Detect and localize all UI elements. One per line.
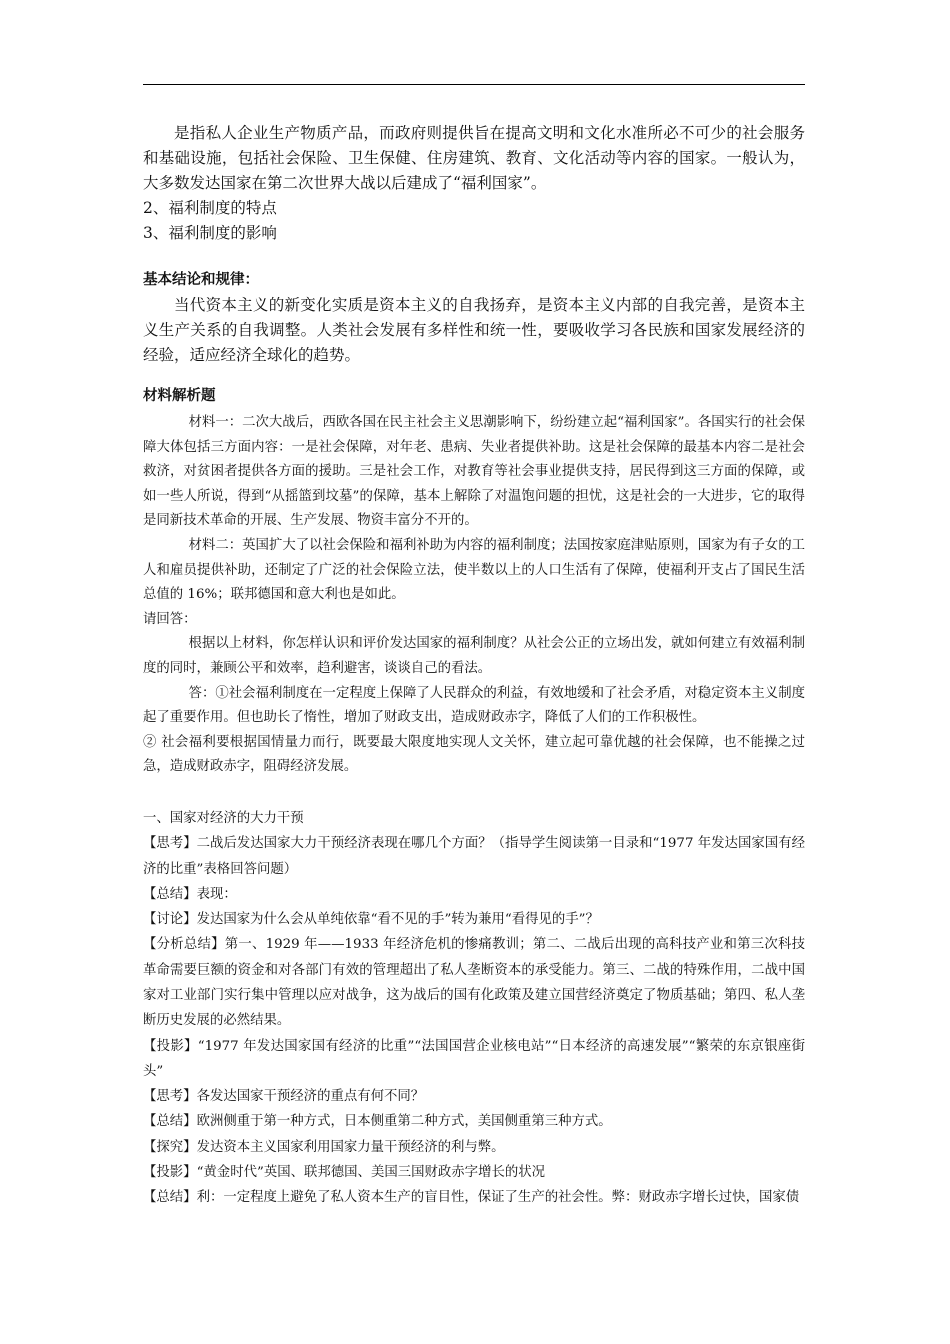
intro-section (143, 121, 805, 246)
material-one: 材料一：二次大战后，西欧各国在民主社会主义思潮影响下，纷纷建立起“福利国家”。各国实行的社会保障大体包括三方面内容：一是社会保障，对年老、患病、失业者提供补助。这是社会保障的最基本内容二是社会救济，对贫困者提供各方面的援助。三是社会工作，对教育等社会事业提供支持，居民得到这三方面的保障，或如一些人所说，得到“从摇篮到坟墓”的保障，基本上解除了对温饱问题的担忧，这是社会的一大进步，它的取得是同新技术革命的开展、生产发展、物资丰富分不开的。 (143, 415, 805, 529)
answer-part-one: 答：①社会福利制度在一定程度上保障了人民群众的利益，有效地缓和了社会矛盾，对稳定资本主义制度起了重要作用。但也助长了惰性，增加了财政支出，造成财政赤字，降低了人们的工作积极性。 (143, 685, 805, 726)
materials-heading: 材料解析题 (143, 388, 216, 404)
materials-section (143, 384, 805, 780)
lesson-item-tag: 【讨论】 (143, 912, 197, 928)
lesson-item-text: 欧洲侧重于第一种方式，日本侧重第二种方式，美国侧重第三种方式。 (196, 1114, 612, 1130)
lesson-item-text: 各发达国家干预经济的重点有何不同？ (196, 1089, 425, 1105)
lesson-item-tag: 【分析总结】 (143, 937, 225, 953)
lesson-item-text: 第一、1929 年——1933 年经济危机的惨痛教训；第二、二战后出现的高科技产业和第三次科技革命需要巨额的资金和对各部门有效的管理超出了私人垄断资本的承受能力。第三、二战的特殊作用，二战中国家对工业部门实行集中管理以应对战争，这为战后的国有化政策及建立国营经济奠定了物质基础；第四、私人垄断历史发展的必然结果。 (143, 937, 806, 1029)
conclusions-heading: 基本结论和规律： (143, 272, 259, 288)
question-prompt: 请回答： (143, 611, 197, 627)
list-item-impact: 3、福利制度的影响 (143, 224, 277, 242)
lesson-item-text: “1977 年发达国家国有经济的比重”“法国国营企业核电站”“日本经济的高速发展”“繁荣的东京银座街头” (143, 1038, 805, 1079)
conclusions-paragraph: 当代资本主义的新变化实质是资本主义的自我扬弃，是资本主义内部的自我完善，是资本主义生产关系的自我调整。人类社会发展有多样性和统一性，要吸收学习各民族和国家发展经济的经验，适应经济全球化的趋势。 (143, 296, 805, 364)
lesson-item (143, 907, 805, 932)
list-item-features: 2、福利制度的特点 (143, 199, 277, 217)
material-two: 材料二：英国扩大了以社会保险和福利补助为内容的福利制度；法国按家庭津贴原则，国家为有子女的工人和雇员提供补助，还制定了广泛的社会保险立法，使半数以上的人口生活有了保障，使福利开支占了国民生活总值的 16%；联邦德国和意大利也是如此。 (143, 537, 805, 603)
lesson-item-tag: 【总结】 (143, 1190, 197, 1206)
lesson-item-tag: 【思考】 (143, 836, 197, 852)
intro-paragraph: 是指私人企业生产物质产品，而政府则提供旨在提高文明和文化水准所必不可少的社会服务和基础设施，包括社会保险、卫生保健、住房建筑、教育、文化活动等内容的国家。一般认为，大多数发达国家在第二次世界大战以后建成了“福利国家”。 (143, 124, 805, 192)
lesson-item (143, 932, 805, 1033)
lesson-item-text: 表现： (196, 886, 237, 902)
lesson-item (143, 1185, 805, 1210)
header-rule (143, 84, 805, 85)
lesson-item (143, 1109, 805, 1134)
lesson-item-text: “黄金时代”英国、联邦德国、美国三国财政赤字增长的状况 (196, 1165, 546, 1181)
question-text: 根据以上材料，你怎样认识和评价发达国家的福利制度？从社会公正的立场出发，就如何建立有效福利制度的同时，兼顾公平和效率，趋利避害，谈谈自己的看法。 (143, 636, 805, 676)
lesson-item-text: 发达资本主义国家利用国家力量干预经济的利与弊。 (196, 1139, 505, 1155)
lesson-title: 一、国家对经济的大力干预 (143, 810, 304, 826)
lesson-item-tag: 【投影】 (143, 1165, 197, 1181)
conclusions-section (143, 268, 805, 368)
lesson-item-text: 利：一定程度上避免了私人资本生产的盲目性，保证了生产的社会性。弊：财政赤字增长过快，国家债 (196, 1190, 800, 1206)
lesson-item-tag: 【思考】 (143, 1089, 197, 1105)
lesson-item (143, 1135, 805, 1160)
lesson-item (143, 831, 805, 882)
answer-part-two: ② 社会福利要根据国情量力而行，既要最大限度地实现人文关怀，建立起可靠优越的社会保障，也不能操之过急，造成财政赤字，阻碍经济发展。 (143, 734, 805, 775)
document-body (143, 121, 805, 1211)
lesson-item-tag: 【总结】 (143, 1114, 197, 1130)
lesson-item-tag: 【探究】 (143, 1139, 197, 1155)
lesson-item-tag: 【总结】 (143, 886, 197, 902)
lesson-item-text: 二战后发达国家大力干预经济表现在哪几个方面？（指导学生阅读第一目录和“1977 年发达国家国有经济的比重”表格回答问题） (143, 836, 805, 877)
lesson-item (143, 882, 805, 907)
lesson-section (143, 806, 805, 1211)
lesson-item (143, 1160, 805, 1185)
lesson-item-tag: 【投影】 (143, 1038, 198, 1054)
lesson-item (143, 1084, 805, 1109)
lesson-item (143, 1034, 805, 1085)
lesson-item-text: 发达国家为什么会从单纯依靠“看不见的手”转为兼用“看得见的手”？ (196, 912, 599, 928)
